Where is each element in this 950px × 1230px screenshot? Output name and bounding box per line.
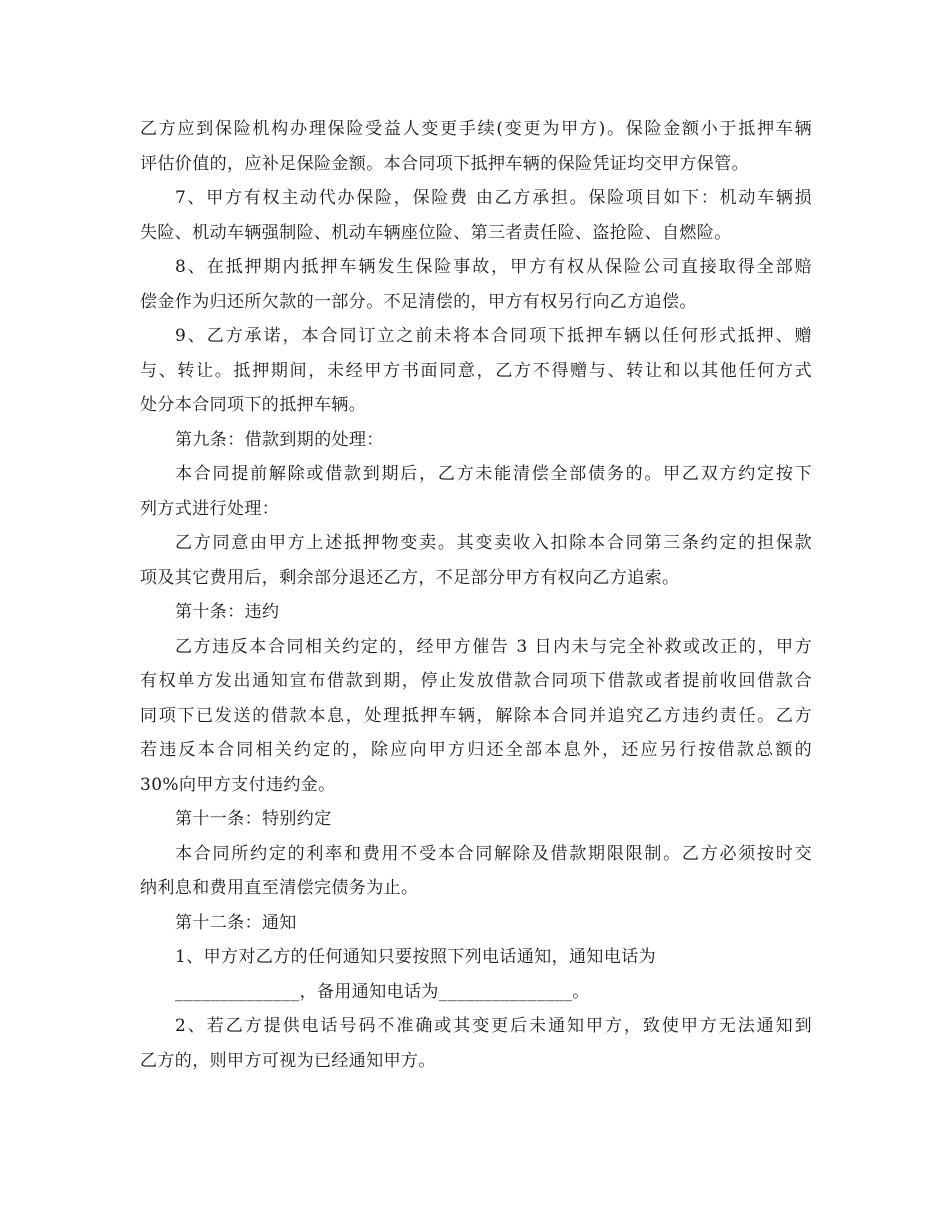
text-line: 与、转让。抵押期间，未经甲方书面同意，乙方不得赠与、转让和以其他任何方式	[140, 360, 812, 381]
text-line: 评估价值的，应补足保险金额。本合同项下抵押车辆的保险凭证均交甲方保管。	[140, 153, 749, 174]
text-line: 乙方同意由甲方上述抵押物变卖。其变卖收入扣除本合同第三条约定的担保款	[175, 533, 812, 553]
text-line: 处分本合同项下的抵押车辆。	[140, 395, 367, 415]
text-line: 项及其它费用后，剩余部分退还乙方，不足部分甲方有权向乙方追索。	[140, 567, 680, 588]
text-line: 7、甲方有权主动代办保险，保险费 由乙方承担。保险项目如下：机动车辆损	[175, 188, 812, 208]
text-line: 本合同所约定的利率和费用不受本合同解除及借款期限限制。乙方必须按时交	[175, 843, 812, 864]
text-line: ______________，备用通知电话为_______________。	[175, 981, 590, 1002]
text-line: 9、乙方承诺，本合同订立之前未将本合同项下抵押车辆以任何形式抵押、赠	[175, 326, 812, 346]
text-line: 偿金作为归还所欠款的一部分。不足清偿的，甲方有权另行向乙方追偿。	[140, 291, 697, 312]
text-line: 第十二条：通知	[175, 912, 297, 933]
text-line: 乙方违反本合同相关约定的，经甲方催告 3 日内未与完全补救或改正的，甲方	[175, 636, 812, 657]
text-line: 纳利息和费用直至清偿完债务为止。	[140, 878, 419, 898]
text-line: 30%向甲方支付违约金。	[140, 774, 336, 795]
text-line: 乙方的，则甲方可视为已经通知甲方。	[140, 1050, 436, 1071]
text-line: 列方式进行处理：	[140, 498, 280, 519]
text-line: 有权单方发出通知宣布借款到期，停止发放借款合同项下借款或者提前收回借款合	[140, 671, 812, 691]
text-line: 同项下已发送的借款本息，处理抵押车辆，解除本合同并追究乙方违约责任。乙方	[140, 705, 812, 726]
text-line: 1、甲方对乙方的任何通知只要按照下列电话通知，通知电话为	[175, 947, 657, 967]
document-body	[140, 112, 812, 1078]
text-line: 2、若乙方提供电话号码不准确或其变更后未通知甲方，致使甲方无法通知到	[175, 1016, 812, 1036]
text-line: 失险、机动车辆强制险、机动车辆座位险、第三者责任险、盗抢险、自燃险。	[140, 222, 732, 243]
text-line: 8、在抵押期内抵押车辆发生保险事故，甲方有权从保险公司直接取得全部赔	[175, 257, 812, 277]
text-line: 乙方应到保险机构办理保险受益人变更手续(变更为甲方)。保险金额小于抵押车辆	[140, 119, 812, 139]
text-line: 第十条：违约	[175, 602, 280, 622]
text-line: 若违反本合同相关约定的，除应向甲方归还全部本息外，还应另行按借款总额的	[140, 740, 812, 760]
text-line: 本合同提前解除或借款到期后，乙方未能清偿全部债务的。甲乙双方约定按下	[175, 464, 812, 484]
text-line: 第九条：借款到期的处理：	[175, 429, 384, 450]
text-line: 第十一条：特别约定	[175, 809, 332, 829]
